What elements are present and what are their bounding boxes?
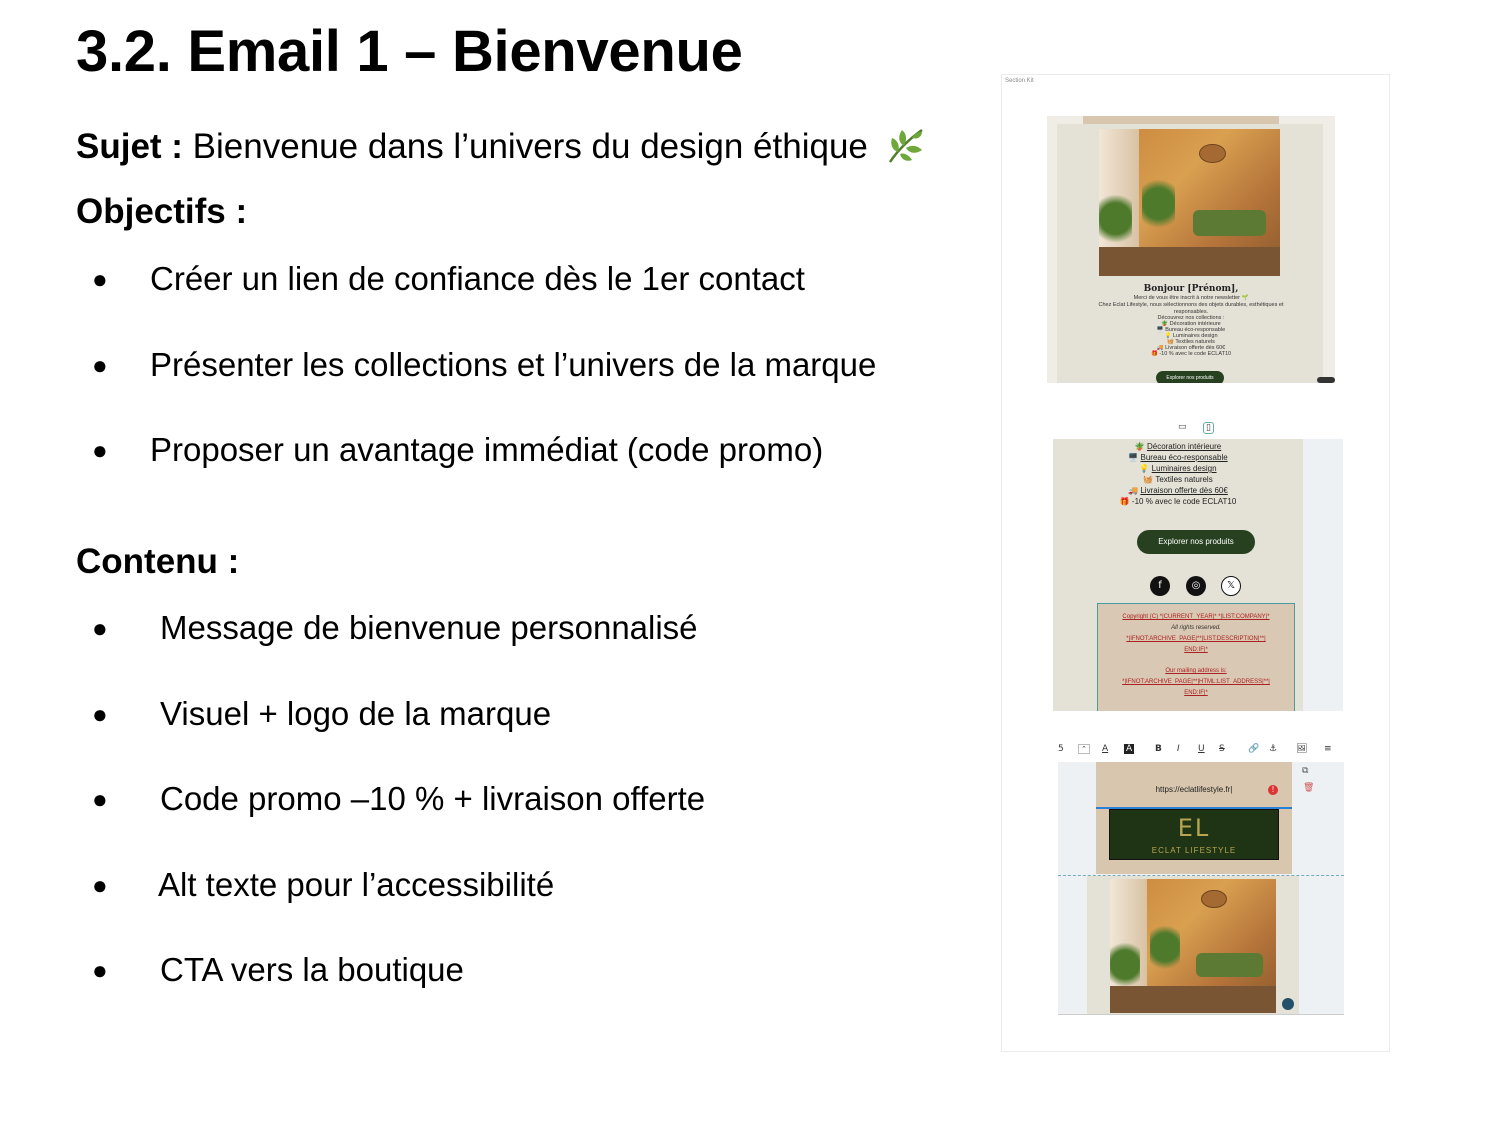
slide-title: 3.2. Email 1 – Bienvenue	[76, 19, 743, 84]
leaf-icon	[884, 124, 926, 166]
highlight-icon[interactable]: A	[1126, 744, 1133, 754]
font-size-select[interactable]: 5	[1058, 744, 1064, 754]
content-item: ● Code promo –10 % + livraison offerte	[92, 780, 706, 817]
italic-icon[interactable]: I	[1177, 744, 1180, 754]
brand-logo: EL ECLAT LIFESTYLE	[1109, 809, 1279, 860]
link-icon[interactable]: 🔗	[1248, 744, 1260, 754]
bullet-icon: ●	[92, 613, 108, 643]
hero-image	[1110, 879, 1276, 1013]
url-field[interactable]: https://eclatlifestyle.fr|	[1155, 785, 1233, 794]
instagram-icon[interactable]: ◎	[1186, 576, 1206, 596]
collections-title: Découvrez nos collections :	[1157, 315, 1225, 321]
list-item: 🎁 -10 % avec le code ECLAT10	[1150, 351, 1232, 357]
objective-item: ● Présenter les collections et l’univers de la marque	[92, 346, 877, 383]
content-item: ● CTA vers la boutique	[92, 951, 464, 988]
footer-block: Copyright (C) *|CURRENT_YEAR|* *|LIST:COMPANY|* All rights reserved. *|IFNOT:ARCHIVE_PAGE|**|LIST:DESCRIPTION|**| END:IF|* Our mailing address is: *|IFNOT:ARCHIVE_PAGE|**|HTML:LIST_ADDRESS|**| END:IF|*	[1097, 603, 1295, 711]
list-item: 🚚 Livraison offerte dès 60€	[1128, 486, 1228, 495]
editor-toolbar	[1058, 744, 1344, 760]
email-screenshot-bottom	[1058, 762, 1344, 1015]
bullet-icon: ●	[92, 435, 108, 465]
intro-text: Chez Eclat Lifestyle, nous sélectionnons des objets durables, esthétiques et responsables.	[1098, 302, 1284, 315]
mobile-icon[interactable]: ▯	[1203, 422, 1214, 434]
cta-button[interactable]: Explorer nos produits	[1137, 530, 1255, 554]
content-item: ● Alt texte pour l’accessibilité	[92, 866, 555, 903]
objectives-heading: Objectifs :	[76, 192, 248, 231]
email-screenshot-top	[1047, 116, 1335, 383]
greeting-text: Bonjour [Prénom],	[1143, 284, 1239, 294]
objective-item: ● Proposer un avantage immédiat (code promo)	[92, 431, 824, 468]
delete-icon[interactable]: 🗑	[1303, 783, 1315, 793]
list-item: 🪴 Décoration intérieure	[1134, 442, 1222, 451]
list-item: 🪴 Décoration intérieure	[1161, 321, 1221, 327]
bold-icon[interactable]: B	[1155, 744, 1162, 754]
objective-item: ● Créer un lien de confiance dès le 1er contact	[92, 260, 805, 297]
bullet-icon: ●	[92, 784, 108, 814]
content-item: ● Visuel + logo de la marque	[92, 695, 552, 732]
desktop-icon[interactable]: ▭	[1178, 422, 1187, 432]
list-item: 🎁 -10 % avec le code ECLAT10	[1119, 497, 1237, 506]
list-item: 🖥️ Bureau éco-responsable	[1128, 453, 1228, 462]
bullet-icon: ●	[92, 350, 108, 380]
list-item: 🚚 Livraison offerte dès 60€	[1156, 345, 1226, 351]
list-item: 💡 Luminaires design	[1164, 333, 1218, 339]
bullet-icon: ●	[92, 870, 108, 900]
stepper-icon[interactable]: ⌃	[1078, 744, 1090, 754]
email-screenshot-middle	[1053, 439, 1343, 711]
error-icon: !	[1268, 785, 1278, 795]
hero-image	[1099, 129, 1280, 276]
list-item: 🖥️ Bureau éco-responsable	[1156, 327, 1226, 333]
image-icon[interactable]: 🖼	[1296, 744, 1308, 754]
list-item: 💡 Luminaires design	[1139, 464, 1217, 473]
subject-label: Sujet :	[76, 127, 183, 166]
duplicate-icon[interactable]: ⧉	[1302, 766, 1309, 776]
section-label: Section Kit	[1005, 78, 1034, 84]
text-color-icon[interactable]: A	[1102, 744, 1109, 754]
anchor-icon[interactable]: ⚓	[1269, 744, 1278, 754]
bullet-icon: ●	[92, 955, 108, 985]
content-heading: Contenu :	[76, 542, 240, 581]
cta-button[interactable]: Explorer nos produits	[1156, 371, 1224, 383]
bullet-icon: ●	[92, 699, 108, 729]
bullet-icon: ●	[92, 264, 108, 294]
content-item: ● Message de bienvenue personnalisé	[92, 609, 698, 646]
subject-text: Bienvenue dans l’univers du design éthique	[182, 127, 868, 166]
list-item: 🧺 Textiles naturels	[1167, 339, 1215, 345]
x-icon[interactable]: 𝕏	[1221, 576, 1241, 596]
facebook-icon[interactable]: f	[1150, 576, 1170, 596]
strikethrough-icon[interactable]: S	[1219, 744, 1225, 754]
subject-line	[76, 124, 926, 167]
underline-icon[interactable]: U	[1198, 744, 1205, 754]
align-icon[interactable]: ≡	[1324, 744, 1332, 754]
intro-text: Merci de vous être inscrit à notre newsletter 🌱	[1133, 295, 1249, 301]
list-item: 🧺 Textiles naturels	[1143, 475, 1213, 484]
